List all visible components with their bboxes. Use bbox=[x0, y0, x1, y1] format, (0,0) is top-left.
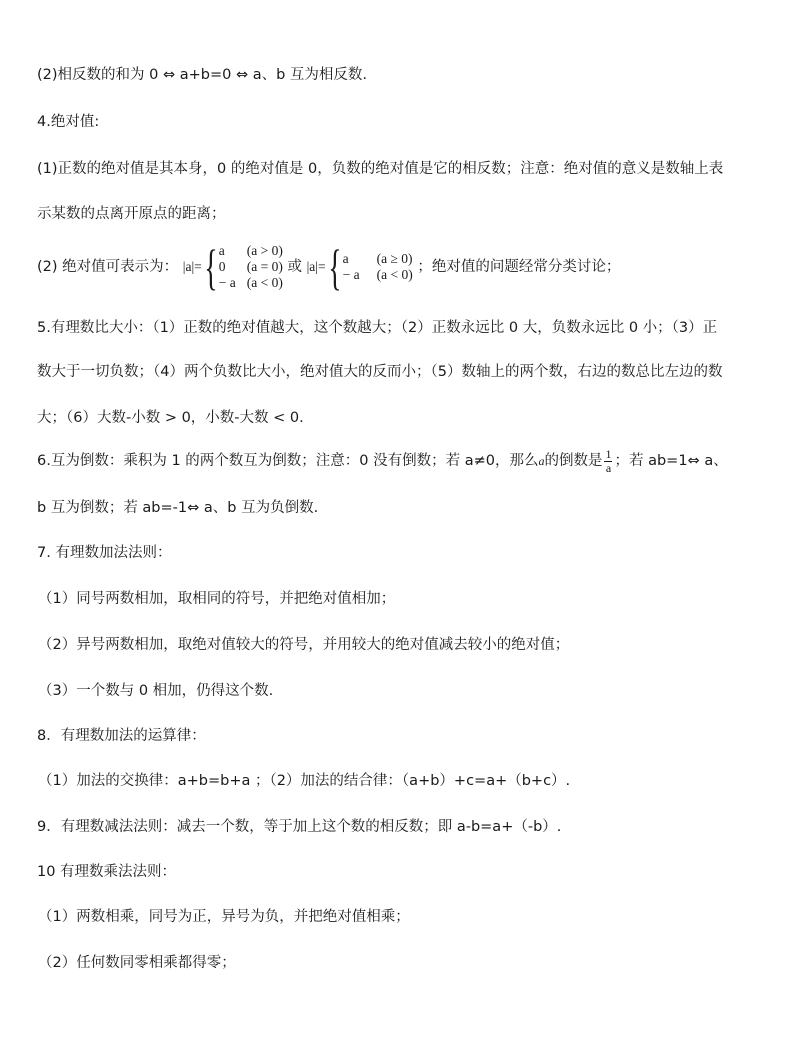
case-row bbox=[343, 251, 413, 267]
text-line: 9．有理数减法法则：减去一个数，等于加上这个数的相反数；即 a-b=a+（-b）. bbox=[37, 819, 562, 835]
cases-block-2 bbox=[343, 251, 413, 283]
case-value: a bbox=[218, 243, 225, 258]
case-value: a bbox=[342, 251, 349, 266]
fraction-denominator: a bbox=[605, 460, 612, 475]
section-heading: 4.绝对值: bbox=[37, 114, 100, 130]
case-condition: (a ≥ 0) bbox=[376, 251, 413, 266]
reciprocal-line bbox=[37, 446, 728, 476]
text-line: 大；（6）大数-小数 > 0，小数-大数 < 0. bbox=[37, 410, 304, 426]
or-word: 或 bbox=[287, 259, 302, 275]
text-line: （1）两数相乘，同号为正，异号为负，并把绝对值相乘； bbox=[38, 909, 410, 925]
abs-expression: |a|= bbox=[306, 259, 326, 274]
section-heading: 7. 有理数加法法则： bbox=[37, 545, 172, 561]
case-condition: (a < 0) bbox=[376, 267, 413, 282]
variable-a: a bbox=[538, 454, 545, 468]
case-row bbox=[343, 267, 413, 283]
section-heading: 8．有理数加法的运算律： bbox=[37, 728, 206, 744]
fraction-one-over-a bbox=[604, 448, 612, 475]
section-heading: 10 有理数乘法法则： bbox=[37, 864, 177, 880]
text-line: (2)相反数的和为 0 ⇔ a+b=0 ⇔ a、b 互为相反数. bbox=[37, 67, 368, 83]
fraction-numerator: 1 bbox=[605, 446, 612, 461]
formula-suffix: ；绝对值的问题经常分类讨论； bbox=[417, 259, 621, 275]
left-brace: { bbox=[328, 239, 342, 295]
text-line: （1）加法的交换律：a+b=b+a ；（2）加法的结合律：（a+b）+c=a+（b+c）. bbox=[38, 773, 571, 789]
case-row bbox=[219, 275, 283, 291]
text-segment: 的倒数是 bbox=[544, 453, 603, 469]
text-line: (1)正数的绝对值是其本身，0 的绝对值是 0，负数的绝对值是它的相反数；注意：绝对值的意义是数轴上表 bbox=[37, 161, 724, 177]
text-line: （2）任何数同零相乘都得零； bbox=[38, 955, 236, 971]
case-condition: (a < 0) bbox=[246, 275, 283, 290]
case-condition: (a > 0) bbox=[246, 243, 283, 258]
text-segment: 6.互为倒数：乘积为 1 的两个数互为倒数；注意：0 没有倒数；若 a≠0，那么 bbox=[37, 453, 539, 469]
text-line: （3）一个数与 0 相加，仍得这个数. bbox=[38, 683, 274, 699]
text-line: 示某数的点离开原点的距离； bbox=[37, 206, 226, 222]
left-brace: { bbox=[204, 239, 218, 295]
cases-block-1 bbox=[219, 243, 283, 291]
formula-prefix: (2) 绝对值可表示为： bbox=[37, 259, 179, 275]
case-row bbox=[219, 259, 283, 275]
abs-formula-line bbox=[37, 239, 621, 295]
text-segment: ；若 ab=1⇔ a、 bbox=[614, 453, 728, 469]
case-value: − a bbox=[218, 275, 236, 290]
case-value: 0 bbox=[218, 259, 226, 274]
case-value: − a bbox=[342, 267, 360, 282]
text-line: 5.有理数比大小：（1）正数的绝对值越大，这个数越大；（2）正数永远比 0 大，负数永远比 0 小；（3）正 bbox=[37, 320, 718, 336]
text-line: 数大于一切负数；（4）两个负数比大小，绝对值大的反而小；（5）数轴上的两个数，右边的数总比左边的数 bbox=[37, 364, 723, 380]
abs-expression: |a|= bbox=[182, 259, 202, 274]
text-line: （2）异号两数相加，取绝对值较大的符号，并用较大的绝对值减去较小的绝对值； bbox=[38, 637, 570, 653]
text-line: b 互为倒数；若 ab=-1⇔ a、b 互为负倒数. bbox=[37, 500, 319, 516]
case-condition: (a = 0) bbox=[246, 259, 283, 274]
text-line: （1）同号两数相加，取相同的符号，并把绝对值相加； bbox=[38, 591, 396, 607]
case-row bbox=[219, 243, 283, 259]
